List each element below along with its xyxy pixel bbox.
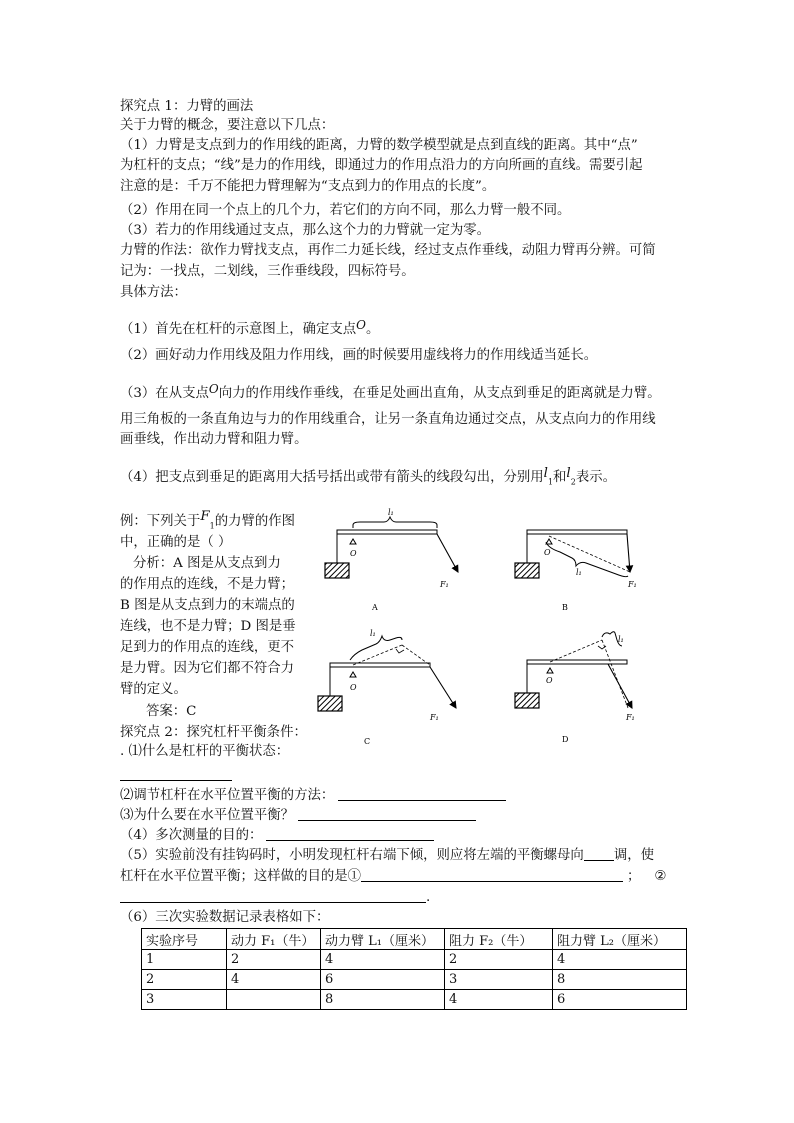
answer-line-q1[interactable] bbox=[120, 766, 232, 785]
table-cell: 6 bbox=[553, 990, 687, 1010]
answer-blank-q5-purpose2[interactable] bbox=[120, 888, 426, 903]
q2-text: ⑵调节杠杆在水平位置平衡的方法： bbox=[120, 788, 335, 803]
lever-figures bbox=[310, 500, 670, 760]
analysis-line: 连线，也不是力臂；D 图是垂 bbox=[120, 619, 296, 634]
step1 bbox=[120, 316, 379, 339]
arm-label: l₁ bbox=[618, 635, 624, 644]
pivot-label: O bbox=[544, 548, 551, 557]
step4-text-a: （4）把支点到垂足的距离用大括号括出或带有箭头的线段勾出，分别用 bbox=[120, 470, 544, 485]
table-header: 阻力臂 L₂（厘米） bbox=[553, 929, 687, 950]
analysis-line: 足到力的作用点的连线，更不 bbox=[120, 640, 295, 655]
figure-label-c: C bbox=[364, 737, 371, 746]
figure-d bbox=[515, 632, 635, 744]
table-cell: 4 bbox=[445, 990, 553, 1010]
example-question-line2: 中，正确的是（ ） bbox=[120, 535, 232, 550]
section2-q5-line2 bbox=[120, 867, 666, 886]
step2: （2）画好动力作用线及阻力作用线，画的时候要用虚线将力的作用线适当延长。 bbox=[120, 348, 598, 363]
table-cell: 4 bbox=[227, 970, 321, 990]
answer-blank-q5-direction[interactable] bbox=[584, 846, 614, 861]
section2-title: 探究点 2：探究杠杆平衡条件： bbox=[120, 725, 307, 740]
specific-heading: 具体方法： bbox=[120, 285, 187, 300]
table-header: 实验序号 bbox=[142, 929, 227, 950]
step3 bbox=[120, 380, 661, 403]
force-label: F₁ bbox=[628, 580, 637, 589]
table-cell: 8 bbox=[321, 990, 445, 1010]
table-cell: 8 bbox=[553, 970, 687, 990]
q5-period: . bbox=[426, 890, 431, 905]
force-label: F₁ bbox=[430, 713, 439, 722]
section2-q2 bbox=[120, 786, 506, 805]
section2-q1: . ⑴什么是杠杆的平衡状态： bbox=[120, 744, 290, 759]
section2-q3 bbox=[120, 806, 476, 825]
table-cell: 1 bbox=[142, 950, 227, 970]
step3-detail-line2: 画垂线，作出动力臂和阻力臂。 bbox=[120, 432, 308, 447]
example-q-post: 的力臂的作图 bbox=[214, 514, 296, 529]
l2-subscript: 2 bbox=[570, 477, 576, 487]
table-header: 动力 F₁（牛） bbox=[227, 929, 321, 950]
table-cell: 6 bbox=[321, 970, 445, 990]
figure-c bbox=[318, 629, 456, 746]
answer: 答案：C bbox=[146, 704, 197, 719]
table-header: 阻力 F₂（牛） bbox=[445, 929, 553, 950]
table-cell: 3 bbox=[445, 970, 553, 990]
l1-subscript: 1 bbox=[547, 477, 554, 487]
example-q-pre: 例：下列关于 bbox=[120, 514, 201, 529]
section2-q5-line3 bbox=[120, 888, 430, 907]
pivot-symbol: O bbox=[208, 382, 219, 396]
section1-intro: 关于力臂的概念，要注意以下几点： bbox=[120, 118, 335, 133]
pivot-label: O bbox=[546, 676, 553, 685]
step3-detail-line1: 用三角板的一条直角边与力的作用线重合，让另一条直角边通过交点，从支点向力的作用线 bbox=[120, 412, 656, 427]
pivot-label: O bbox=[350, 549, 357, 558]
table-row bbox=[142, 990, 687, 1010]
table-row bbox=[142, 950, 687, 970]
table-header: 动力臂 L₁（厘米） bbox=[321, 929, 445, 950]
step4-and: 和 bbox=[553, 470, 567, 485]
force-label: F₁ bbox=[440, 580, 449, 589]
l2-symbol: l bbox=[566, 466, 571, 481]
point3: （3）若力的作用线通过支点，那么这个力的力臂就一定为零。 bbox=[120, 223, 491, 238]
force-label: F₁ bbox=[626, 713, 635, 722]
analysis-line: 是力臂。因为它们都不符合力 bbox=[120, 661, 295, 676]
table-row bbox=[142, 970, 687, 990]
figure-label-a: A bbox=[372, 603, 378, 612]
point1-line3: 注意的是：千万不能把力臂理解为“支点到力的作用点的长度”。 bbox=[120, 179, 496, 194]
point1-line2: 为杠杆的支点；“线”是力的作用线，即通过力的作用点沿力的方向所画的直线。需要引起 bbox=[120, 158, 643, 173]
q5-text-c: 杠杆在水平位置平衡；这样做的目的是① bbox=[120, 869, 362, 884]
experiment-data-table bbox=[141, 928, 687, 1010]
table-cell-empty[interactable] bbox=[227, 990, 321, 1010]
q3-text: ⑶为什么要在水平位置平衡？ bbox=[120, 808, 295, 823]
table-cell: 2 bbox=[445, 950, 553, 970]
point1-line1: （1）力臂是支点到力的作用线的距离，力臂的数学模型就是点到直线的距离。其中“点” bbox=[120, 138, 638, 153]
arm-label: l₁ bbox=[388, 508, 394, 517]
pivot-symbol: O bbox=[356, 318, 367, 332]
step4-text-b: 表示。 bbox=[575, 470, 616, 485]
table-cell: 4 bbox=[321, 950, 445, 970]
answer-blank-q5-purpose1[interactable] bbox=[361, 867, 623, 882]
table-cell: 4 bbox=[553, 950, 687, 970]
method-line2: 记为：一找点，二划线，三作垂线段，四标符号。 bbox=[120, 264, 415, 279]
section2-q5-line1 bbox=[120, 846, 654, 865]
section2-q6: （6）三次实验数据记录表格如下： bbox=[120, 910, 330, 925]
step1-end: 。 bbox=[366, 322, 380, 337]
figure-label-d: D bbox=[562, 735, 569, 744]
figure-b bbox=[515, 530, 637, 612]
answer-blank-q3[interactable] bbox=[298, 806, 476, 821]
answer-blank-q2[interactable] bbox=[338, 786, 506, 801]
q5-text-b: 调，使 bbox=[613, 848, 654, 863]
analysis-line: B 图是从支点到力的末端点的 bbox=[120, 598, 295, 613]
step3-text-b: 向力的作用线作垂线，在垂足处画出直角，从支点到垂足的距离就是力臂。 bbox=[218, 386, 661, 401]
answer-blank-q4[interactable] bbox=[266, 826, 434, 841]
step1-text: （1）首先在杠杆的示意图上，确定支点 bbox=[120, 322, 357, 337]
figure-a bbox=[325, 508, 458, 612]
arm-label: l₁ bbox=[370, 629, 376, 638]
q4-text: （4）多次测量的目的： bbox=[120, 828, 263, 843]
section2-q4 bbox=[120, 826, 434, 845]
step3-text-a: （3）在从支点 bbox=[120, 386, 209, 401]
f-subscript: 1 bbox=[209, 521, 215, 531]
q5-semicolon: ； bbox=[627, 869, 641, 884]
figure-label-b: B bbox=[562, 603, 568, 612]
table-header-row bbox=[142, 929, 687, 950]
q5-circle2: ② bbox=[654, 869, 667, 884]
f-symbol: F bbox=[200, 509, 210, 524]
table-cell: 2 bbox=[227, 950, 321, 970]
step4 bbox=[120, 465, 616, 492]
example-question bbox=[120, 508, 295, 536]
pivot-label: O bbox=[350, 683, 357, 692]
method-line1: 力臂的作法：欲作力臂找支点，再作二力延长线，经过支点作垂线，动阻力臂再分辨。可简 bbox=[120, 243, 656, 258]
q5-text-a: （5）实验前没有挂钩码时，小明发现杠杆右端下倾，则应将左端的平衡螺母向 bbox=[120, 848, 584, 863]
analysis-line: 的作用点的连线，不是力臂； bbox=[120, 577, 295, 592]
section1-title: 探究点 1：力臂的画法 bbox=[120, 99, 254, 114]
table-cell: 2 bbox=[142, 970, 227, 990]
point2: （2）作用在同一个点上的几个力，若它们的方向不同，那么力臂一般不同。 bbox=[120, 203, 571, 218]
analysis-line: 臂的定义。 bbox=[120, 682, 187, 697]
analysis-line: 分析：A 图是从支点到力 bbox=[133, 556, 281, 571]
l1-symbol: l bbox=[543, 466, 548, 481]
arm-label: l₁ bbox=[576, 568, 582, 577]
table-cell: 3 bbox=[142, 990, 227, 1010]
